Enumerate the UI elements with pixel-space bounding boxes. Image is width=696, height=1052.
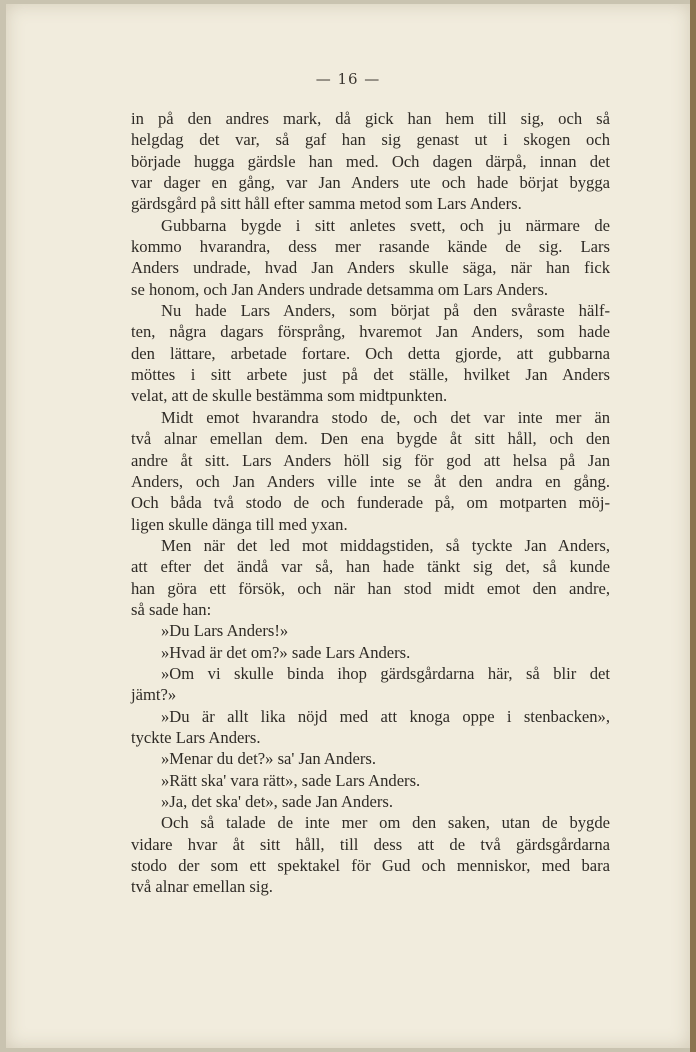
text-line: så sade han:: [131, 599, 212, 619]
text-line: »Du Lars Anders!»: [161, 621, 289, 641]
text-line: den lättare, arbetade fortare. Och detta gjorde, att gubbarna: [131, 343, 610, 363]
text-line: började hugga gärdsle han med. Och dagen därpå, innan det: [131, 151, 610, 171]
text-line: två alnar emellan dem. Den ena bygde åt sitt håll, och den: [131, 429, 610, 449]
text-line: ligen skulle dänga till med yxan.: [131, 514, 348, 534]
text-line: tyckte Lars Anders.: [131, 727, 261, 747]
body-text: [131, 108, 610, 898]
text-line: »Hvad är det om?» sade Lars Anders.: [161, 642, 411, 662]
text-line: två alnar emellan sig.: [131, 877, 273, 897]
text-line: se honom, och Jan Anders undrade detsamma om Lars Anders.: [131, 279, 549, 299]
paragraph: [131, 642, 610, 663]
text-line: helgdag det var, så gaf han sig genast ut i skogen och: [131, 130, 610, 150]
paragraph: [131, 706, 610, 749]
text-line: stodo der som ett spektakel för Gud och menniskor, med bara: [131, 856, 610, 876]
paragraph: [131, 535, 610, 620]
paragraph: [131, 791, 610, 812]
text-line: jämt?»: [131, 685, 177, 705]
text-line: »Om vi skulle binda ihop gärdsgårdarna här, så blir det: [161, 663, 610, 683]
page-number: — 16 —: [315, 70, 381, 88]
paragraph: [131, 663, 610, 706]
text-line: var dager en gång, var Jan Anders ute och hade börjat bygga: [131, 173, 610, 193]
paragraph: [131, 770, 610, 791]
text-line: Anders undrade, hvad Jan Anders skulle säga, när han fick: [131, 258, 610, 278]
text-line: andre åt sitt. Lars Anders höll sig för god att helsa på Jan: [131, 450, 610, 470]
paragraph: [131, 620, 610, 641]
text-line: Och så talade de inte mer om den saken, utan de bygde: [161, 813, 610, 833]
paragraph: [131, 812, 610, 897]
text-line: Anders, och Jan Anders ville inte se åt den andra en gång.: [131, 471, 610, 491]
text-line: ten, några dagars försprång, hvaremot Jan Anders, som hade: [131, 322, 610, 342]
text-line: kommo hvarandra, dess mer rasande kände de sig. Lars: [131, 237, 610, 257]
text-line: Gubbarna bygde i sitt anletes svett, och ju närmare de: [161, 215, 610, 235]
page-edge: [690, 0, 696, 1052]
paragraph: [131, 407, 610, 535]
text-line: han göra ett försök, och när han stod midt emot den andre,: [131, 578, 610, 598]
paragraph: [131, 748, 610, 769]
text-line: velat, att de skulle bestämma som midtpunkten.: [131, 386, 448, 406]
text-line: »Rätt ska' vara rätt», sade Lars Anders.: [161, 770, 421, 790]
text-line: vidare hvar åt sitt håll, till dess att de två gärdsgårdarna: [131, 834, 610, 854]
text-line: »Menar du det?» sa' Jan Anders.: [161, 749, 376, 769]
text-line: Men när det led mot middagstiden, så tyckte Jan Anders,: [161, 535, 610, 555]
text-line: möttes i sitt arbete just på det ställe, hvilket Jan Anders: [131, 365, 610, 385]
text-line: gärdsgård på sitt håll efter samma metod som Lars Anders.: [131, 194, 522, 214]
text-line: att efter det ändå var så, han hade tänkt sig det, så kunde: [131, 557, 610, 577]
text-line: »Du är allt lika nöjd med att knoga oppe i stenbacken»,: [161, 706, 610, 726]
text-line: in på den andres mark, då gick han hem till sig, och så: [131, 109, 610, 128]
text-line: Midt emot hvarandra stodo de, och det var inte mer än: [161, 407, 610, 427]
paragraph: [131, 300, 610, 407]
text-line: »Ja, det ska' det», sade Jan Anders.: [161, 792, 394, 811]
paragraph: [131, 108, 610, 215]
text-line: Och båda två stodo de och funderade på, om motparten möj-: [131, 493, 610, 513]
text-line: Nu hade Lars Anders, som börjat på den svåraste hälf-: [161, 301, 610, 321]
paragraph: [131, 215, 610, 300]
